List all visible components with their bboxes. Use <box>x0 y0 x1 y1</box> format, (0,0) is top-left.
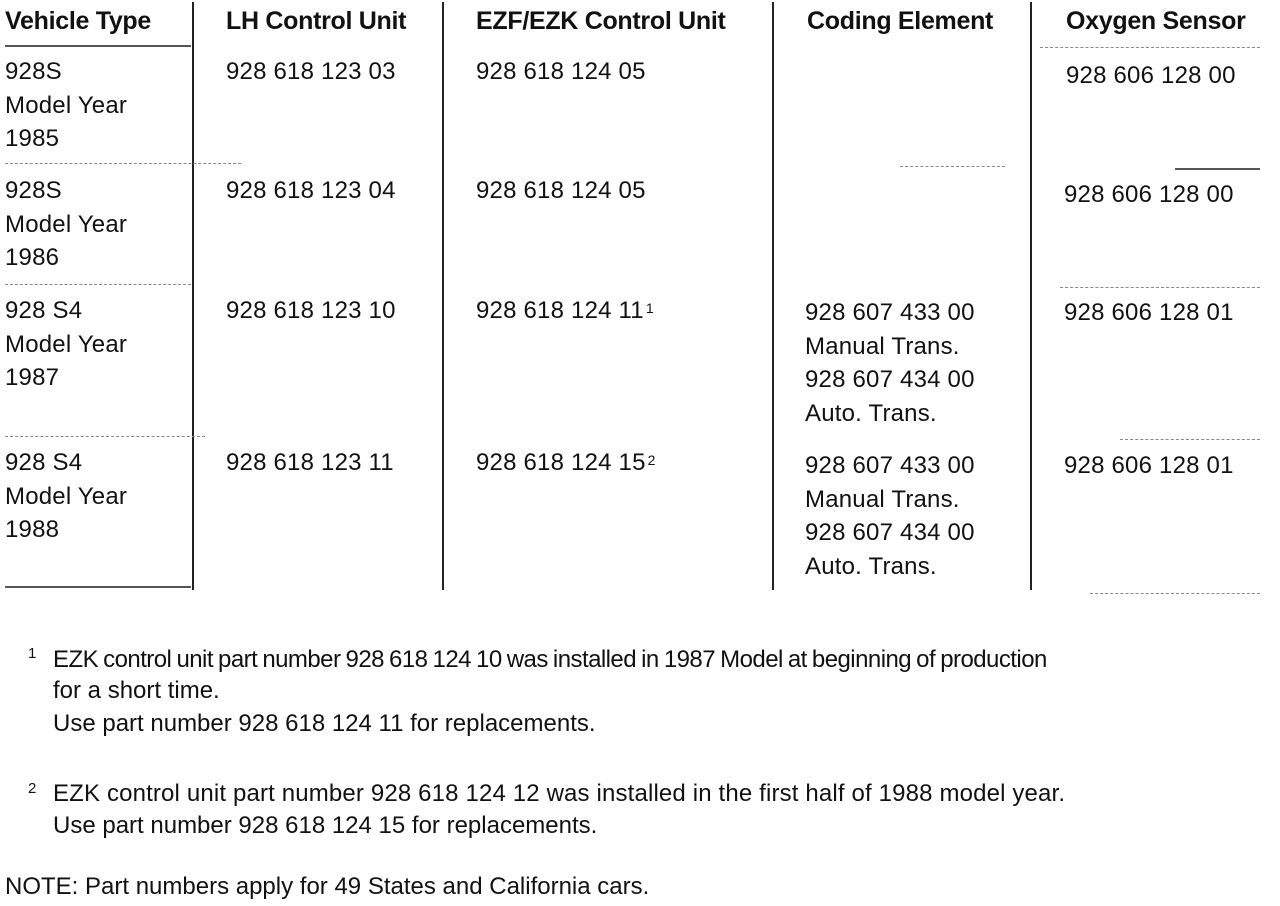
row-rule-1-oxygen <box>1175 168 1260 170</box>
row-4-ezf-ezk-control-unit <box>476 446 656 480</box>
row-3-lh-control-unit: 928 618 123 10 <box>226 297 396 324</box>
row-4-coding-element: 928 607 433 00 Manual Trans. 928 607 434 00 Auto. Trans. <box>805 452 975 580</box>
footnote-2-line-1: EZK control unit part number 928 618 124 12 was installed in the first half of 1988 model year. <box>53 780 1066 807</box>
row-rule-2-oxygen <box>1060 287 1260 288</box>
column-divider-2 <box>442 2 444 590</box>
row-rule-2 <box>5 284 191 285</box>
footnote-2-line-2: Use part number 928 618 124 15 for replacements. <box>53 812 598 839</box>
row-3-oxygen-sensor: 928 606 128 01 <box>1064 299 1234 326</box>
table-bottom-rule <box>5 586 191 588</box>
header-ezf-ezk-control-unit: EZF/EZK Control Unit <box>476 7 726 35</box>
footnote-1-line-3: Use part number 928 618 124 11 for replacements. <box>53 710 596 737</box>
column-divider-3 <box>772 2 774 590</box>
footnote-1-line-1: EZK control unit part number 928 618 124 10 was installed in 1987 Model at beginning of production <box>53 646 1047 673</box>
row-4-vehicle-type: 928 S4 Model Year 1988 <box>5 449 128 543</box>
row-4-oxygen-sensor: 928 606 128 01 <box>1064 452 1234 479</box>
footnote-ref-1: 1 <box>645 300 654 316</box>
footnote-1-line-2: for a short time. <box>53 677 220 704</box>
row-2-oxygen-sensor: 928 606 128 00 <box>1064 181 1234 208</box>
column-divider-4 <box>1030 2 1032 590</box>
row-rule-1-coding <box>900 166 1005 167</box>
row-1-ezf-ezk-control-unit: 928 618 124 05 <box>476 58 646 85</box>
header-rule <box>5 45 191 47</box>
row-3-ezf-ezk-control-unit <box>476 294 654 328</box>
column-divider-1 <box>192 2 194 590</box>
footnote-1-mark: 1 <box>28 645 37 662</box>
row-2-lh-control-unit: 928 618 123 04 <box>226 177 396 204</box>
row-rule-3-oxygen <box>1120 439 1260 440</box>
header-vehicle-type: Vehicle Type <box>5 7 152 35</box>
row-4-lh-control-unit: 928 618 123 11 <box>226 449 394 476</box>
row-3-ezf-ezk-value: 928 618 124 11 <box>476 297 644 324</box>
row-2-vehicle-type: 928S Model Year 1986 <box>5 177 128 271</box>
row-1-vehicle-type: 928S Model Year 1985 <box>5 58 128 152</box>
header-coding-element: Coding Element <box>807 7 994 35</box>
header-lh-control-unit: LH Control Unit <box>226 7 407 35</box>
header-oxygen-sensor: Oxygen Sensor <box>1066 7 1246 35</box>
footnote-ref-2: 2 <box>647 452 656 468</box>
row-2-ezf-ezk-control-unit: 928 618 124 05 <box>476 177 646 204</box>
row-1-lh-control-unit: 928 618 123 03 <box>226 58 396 85</box>
header-rule-right <box>1040 47 1260 48</box>
note-text: NOTE: Part numbers apply for 49 States and California cars. <box>5 873 650 900</box>
footnote-2-mark: 2 <box>28 780 37 797</box>
row-3-vehicle-type: 928 S4 Model Year 1987 <box>5 297 128 391</box>
row-rule-3 <box>5 436 205 437</box>
row-4-ezf-ezk-value: 928 618 124 15 <box>476 449 646 476</box>
row-rule-1 <box>5 163 241 164</box>
row-1-oxygen-sensor: 928 606 128 00 <box>1066 62 1236 89</box>
table-bottom-rule-right <box>1090 593 1260 594</box>
row-3-coding-element: 928 607 433 00 Manual Trans. 928 607 434 00 Auto. Trans. <box>805 299 975 427</box>
